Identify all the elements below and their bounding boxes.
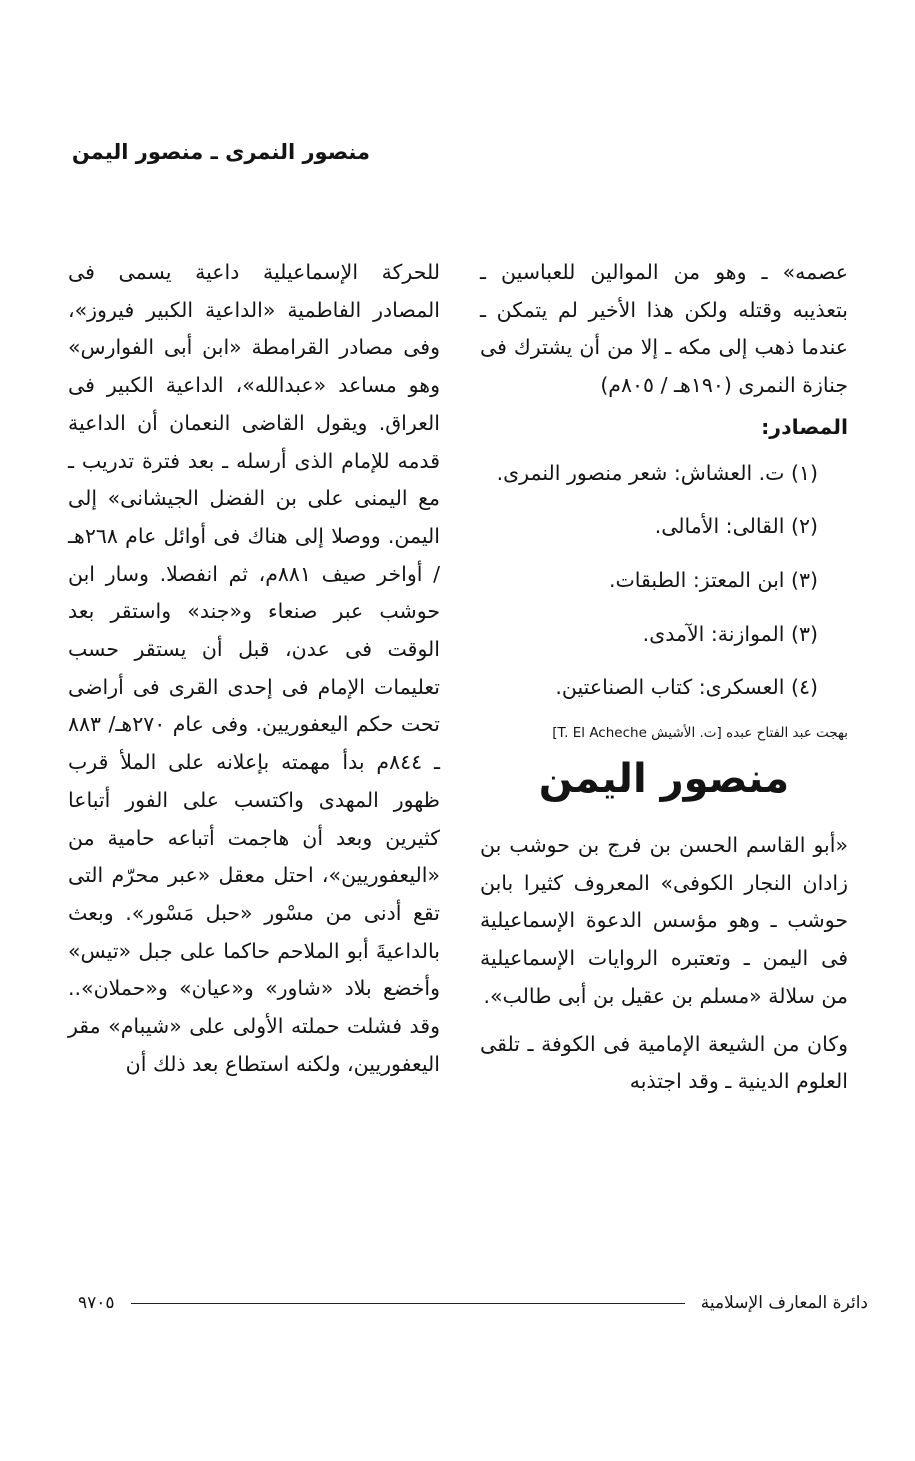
source-item: (٣) الموازنة: الآمدى. bbox=[642, 621, 818, 646]
right-column bbox=[480, 254, 848, 1101]
article-title: منصور اليمن bbox=[538, 756, 790, 803]
page-footer bbox=[78, 1288, 868, 1318]
author-signature: بهجت عبد الفتاح عبده [ت. الأشيش T. El Acheche] bbox=[552, 725, 848, 742]
running-head: منصور النمرى ـ منصور اليمن bbox=[71, 140, 370, 164]
source-item: (٤) العسكرى: كتاب الصناعتين. bbox=[555, 675, 818, 700]
source-item: (٣) ابن المعتز: الطبقات. bbox=[608, 567, 818, 592]
source-item: (٢) القالى: الأمالى. bbox=[654, 514, 818, 539]
left-column bbox=[68, 254, 440, 1083]
page-number: ٩٧٠٥ bbox=[78, 1293, 115, 1313]
sources-heading: المصادر: bbox=[761, 414, 848, 439]
article-paragraph: «أبو القاسم الحسن بن فرج بن حوشب بن زادان النجار الكوفى» المعروف كثيرا بابن حوشب ـ وهو مؤسس الدعوة الإسماعيلية فى اليمن ـ وتعتبره الروايات الإسماعيلية من سلالة «مسلم بن عقيل بن أبى طالب». bbox=[480, 833, 848, 1008]
continuation-paragraph: عصمه» ـ وهو من الموالين للعباسين ـ بتعذيبه وقتله ولكن هذا الأخير لم يتمكن ـ عندما ذهب إلى مكه ـ إلا من أن يشترك فى جنازة النمرى (١٩٠هـ / ٨٠٥م) bbox=[480, 260, 848, 398]
left-column-paragraph: للحركة الإسماعيلية داعية يسمى فى المصادر الفاطمية «الداعية الكبير فيروز»، وفى مصادر القرامطة «ابن أبى الفوارس» وهو مساعد «عبدالله»، الداعية الكبير فى العراق. ويقول القاضى النعمان أن الداعية قدمه للإمام الذى أرسله ـ بعد فترة تدريب ـ مع اليمنى على بن الفضل الجيشانى» إلى اليمن. ووصلا إلى هناك فى أوائل عام ٢٦٨هـ / أواخر صيف ٨٨١م، ثم انفصلا. وسار ابن حوشب عبر صنعاء و«جند» واستقر بعد الوقت فى عدن، قبل أن يستقر حسب تعليمات الإمام فى إحدى القرى فى أراضى تحت حكم اليعفوريين. وفى عام ٢٧٠هـ/ ٨٨٣ ـ ٨٤٤م بدأ مهمته بإعلانه على الملأ قرب ظهور المهدى واكتسب على الفور أتباعا كثيرين وبعد أن هاجمت أتباعه حامية من «اليعفوريين»، احتل معقل «عبر محرّم التى تقع أدنى من مسْور «حبل مَسْور». وبعث بالداعيةَ أبو الملاحم حاكما على جبل «تيس» وأخضع بلاد «شاور» و«عيان» و«حملان».. وقد فشلت حملته الأولى على «شيبام» مقر اليعفوريين، ولكنه استطاع بعد ذلك أن bbox=[68, 260, 441, 1076]
footer-rule bbox=[131, 1303, 685, 1304]
article-paragraph: وكان من الشيعة الإمامية فى الكوفة ـ تلقى العلوم الدينية ـ وقد اجتذبه bbox=[480, 1031, 848, 1094]
footer-title: دائرة المعارف الإسلامية bbox=[700, 1293, 868, 1313]
source-item: (١) ت. العشاش: شعر منصور النمرى. bbox=[496, 460, 818, 485]
